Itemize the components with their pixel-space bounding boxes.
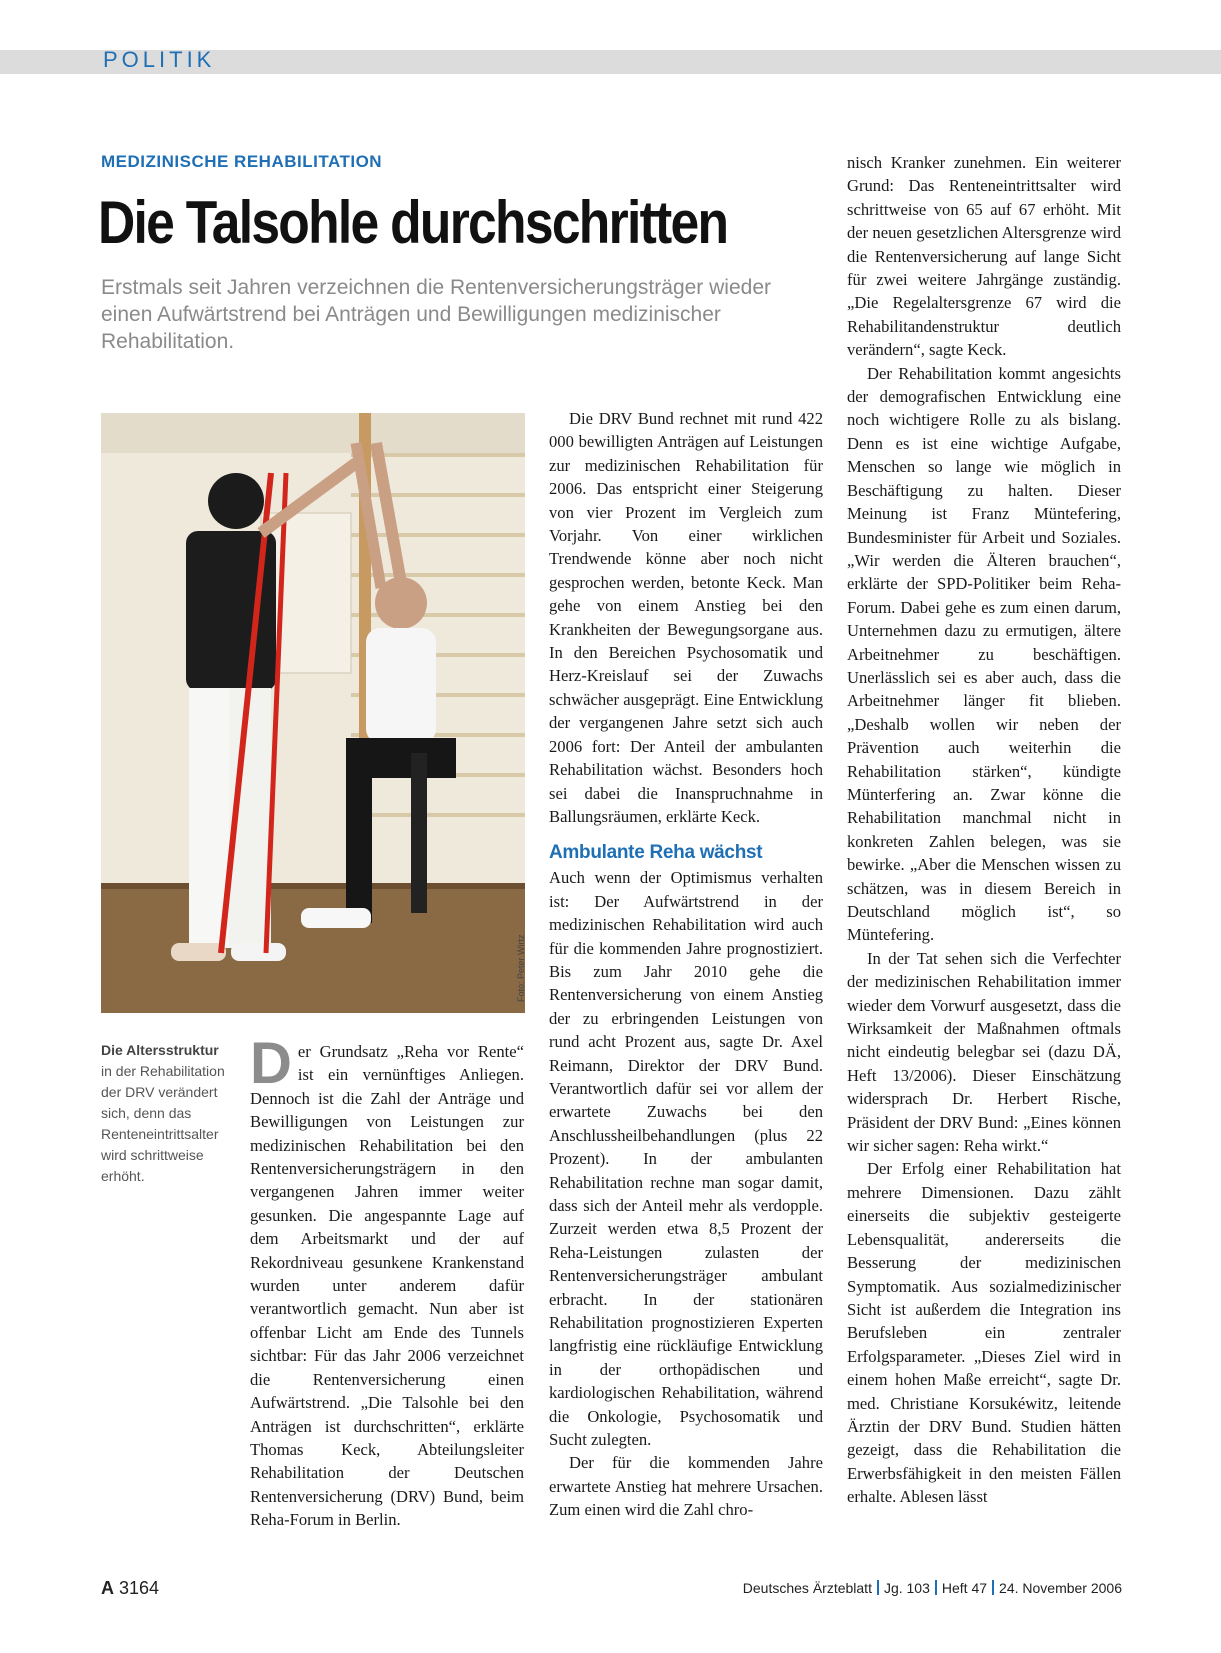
photo-caption [101, 1040, 233, 1187]
paragraph-text: er Grundsatz „Reha vor Rente“ ist ein vernünftiges Anliegen. Dennoch ist die Zahl der Anträge und Bewilligungen von Leistungen zur medizinischen Rehabilitation bei den Rentenversicherungsträgern in den vergangenen Jahren immer weiter gesunken. Die angespannte Lage auf dem Arbeitsmarkt und der auf Rekordniveau gesunkene Krankenstand wurden unter anderem dafür verantwortlich gemacht. Nun aber ist offenbar Licht am Ende des Tunnels sichtbar: Für das Jahr 2006 verzeichnet die Rentenversicherung einen Aufwärtstrend. „Die Talsohle bei den Anträgen ist durchschritten“, erklärte Thomas Keck, Abteilungsleiter Rehabilitation der Deutschen Rentenversicherung (DRV) Bund, beim Reha-Forum in Berlin. [250, 1042, 524, 1530]
footer-separator [877, 1580, 879, 1595]
article-paragraph: Auch wenn der Optimismus verhalten ist: Der Aufwärtstrend in der medizinischen Rehabilitation wird auch für die kommenden Jahre prognostiziert. Bis zum Jahr 2010 gehe die Rentenversicherung von einem Anstieg der zu erbringenden Leistungen von rund acht Prozent aus, sagte Dr. Axel Reimann, Direktor der DRV Bund. Verantwortlich dafür sei vor allem der erwartete Zuwachs bei den Anschlussheilbehandlungen (plus 22 Prozent). In der ambulanten Rehabilitation rechne man sogar damit, dass sich der Anteil mehr als verdopple. Zurzeit werden etwa 8,5 Prozent der Reha-Leistungen zulasten der Rentenversicherungsträger ambulant erbracht. In der stationären Rehabilitation prognostizieren Experten langfristig eine rückläufige Entwicklung in der orthopädischen und kardiologischen Rehabilitation, während die Onkologie, Psychosomatik und Sucht zulegten. [549, 868, 823, 1450]
article-column-3 [847, 151, 1121, 1509]
journal-volume: Jg. 103 [883, 1580, 930, 1596]
article-column-1 [250, 1031, 524, 1532]
article-photo [101, 413, 525, 1013]
footer-separator [935, 1580, 937, 1595]
article-subhead: Ambulante Reha wächst [549, 842, 763, 864]
article-paragraph: Der für die kommenden Jahre erwartete Anstieg hat mehrere Ursachen. Zum einen wird die Zahl chro- [549, 1453, 823, 1520]
caption-text: in der Rehabilitation der DRV verändert sich, denn das Renteneintrittsalter wird schrittweise erhöht. [101, 1063, 225, 1184]
caption-bold: Die Altersstruktur [101, 1042, 219, 1058]
article-title: Die Talsohle durchschritten [98, 189, 728, 256]
page-prefix: A [101, 1578, 114, 1598]
article-lead: Erstmals seit Jahren verzeichnen die Rentenversicherungsträger wieder einen Aufwärtstrend bei Anträgen und Bewilligungen medizinischer Rehabilitation. [101, 276, 771, 353]
article-paragraph: In der Tat sehen sich die Verfechter der medizinischen Rehabilitation immer wieder dem Vorwurf ausgesetzt, dass die Wirksamkeit der Maßnahmen oftmals nicht eindeutig belegbar sei (dazu DÄ, Heft 13/2006). Dieser Einschätzung widersprach Dr. Herbert Rische, Präsident der DRV Bund: „Eines können wir sicher sagen: Reha wirkt.“ [847, 948, 1121, 1156]
article-paragraph: Der Erfolg einer Rehabilitation hat mehrere Dimensionen. Dazu zählt einerseits die subjektiv gesteigerte Lebensqualität, andererseits die Besserung der medizinischen Symptomatik. Aus sozialmedizinischer Sicht ist außerdem die Integration ins Berufsleben ein zentraler Erfolgsparameter. „Dieses Ziel wird in einem hohen Maße erreicht“, sagte Dr. med. Christiane Korsukéwitz, leitende Ärztin der DRV Bund. Studien hätten gezeigt, dass die Rehabilitation die Erwerbsfähigkeit in den meisten Fällen erhalte. Ablesen lässt [847, 1159, 1121, 1507]
journal-date: 24. November 2006 [999, 1580, 1122, 1596]
rehab-photo-illustration [101, 413, 525, 1013]
article-paragraph: Die DRV Bund rechnet mit rund 422 000 bewilligten Anträgen auf Leistungen zur medizinischen Rehabilitation für 2006. Das entspricht einer Steigerung von vier Prozent im Vergleich zum Vorjahr. Von einer wirklichen Trendwende könne aber noch nicht gesprochen werden, betonte Keck. Man gehe von einem Anstieg bei den Krankheiten der Bewegungsorgane aus. In den Bereichen Psychosomatik und Herz-Kreislauf sei der Zuwachs schwächer ausgeprägt. Eine Entwicklung der vergangenen Jahre setzt sich auch 2006 fort: Der Anteil der ambulanten Rehabilitation wächst. Besonders hoch sei dabei die Inanspruchnahme in Ballungsräumen, erklärte Keck. [549, 409, 823, 826]
article-column-2 [549, 407, 823, 1522]
article-paragraph [250, 1031, 524, 1532]
journal-footer [743, 1580, 1122, 1596]
article-kicker: MEDIZINISCHE REHABILITATION [101, 152, 383, 171]
photo-credit: Foto: Peter Wirtz [516, 934, 526, 1002]
page-number [101, 1578, 159, 1599]
section-label: POLITIK [103, 47, 216, 72]
journal-name: Deutsches Ärzteblatt [742, 1580, 872, 1596]
drop-cap: D [250, 1031, 292, 1096]
article-paragraph: Der Rehabilitation kommt angesichts der demografischen Entwicklung eine noch wichtigere Rolle zu als bislang. Denn es ist eine wichtige Aufgabe, Menschen so lange wie möglich in Beschäftigung zu halten. Dieser Meinung ist Franz Müntefering, Bundesminister für Arbeit und Soziales. „Wir werden die Älteren brauchen“, erklärte der SPD-Politiker beim Reha-Forum. Dabei gehe es zum einen darum, Unternehmen dazu zu ermutigen, ältere Arbeitnehmer zu beschäftigen. Unerlässlich sei es aber auch, dass die Arbeitnehmer länger fit blieben. „Deshalb wollen wir neben der Prävention auch weiterhin die Rehabilitation stärken“, kündigte Münterfering an. Zwar könne die Rehabilitation manchmal nicht in konkreten Zahlen belegen, was sie bewirke. „Aber die Menschen wissen zu schätzen, was in diesem Bereich in Deutschland möglich ist“, so Müntefering. [847, 363, 1121, 945]
footer-separator [992, 1580, 994, 1595]
journal-issue: Heft 47 [941, 1580, 988, 1596]
article-paragraph: nisch Kranker zunehmen. Ein weiterer Grund: Das Renteneintrittsalter wird schrittweise von 65 auf 67 erhöht. Mit der neuen gesetzlichen Altersgrenze wird die Rentenversicherung auf lange Sicht für zwei weitere Jahrgänge zuständig. „Die Regelaltersgrenze 67 wird die Rehabilitandenstruktur deutlich verändern“, sagte Keck. [847, 153, 1121, 360]
page-number-value: 3164 [119, 1578, 160, 1598]
